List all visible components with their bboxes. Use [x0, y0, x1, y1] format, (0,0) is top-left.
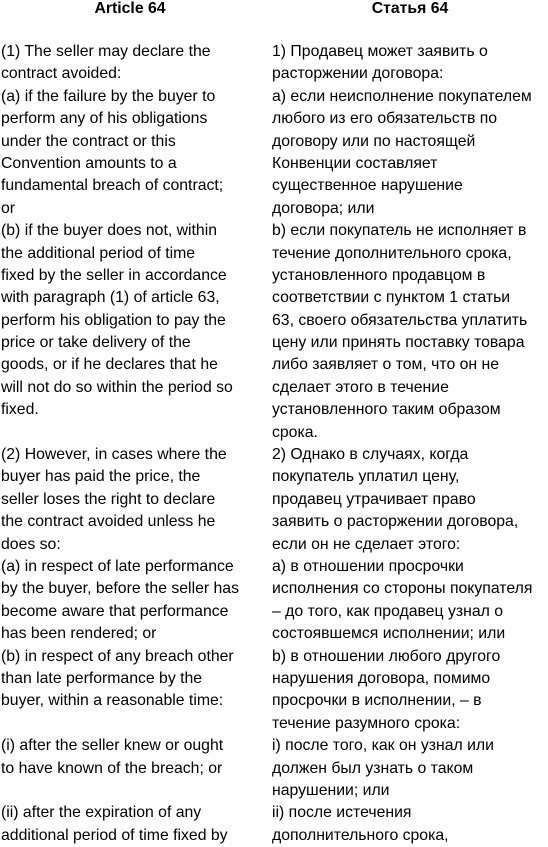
text-line: а) если неисполнение покупателем: [272, 87, 532, 105]
text-line: сделает этого в течение: [272, 378, 449, 396]
russian-heading: Статья 64: [371, 0, 449, 17]
text-line: than late performance by the: [1, 669, 203, 687]
english-heading: Article 64: [94, 0, 166, 17]
text-line: (ii) after the expiration of any: [1, 804, 202, 822]
russian-column: [272, 0, 548, 847]
paragraph-gap: [1, 713, 259, 735]
text-line: состоявшемся исполнении; или: [272, 625, 506, 643]
text-line: покупатель уплатил цену,: [272, 468, 460, 486]
text-line: with paragraph (1) of article 63,: [1, 289, 220, 307]
text-line: seller loses the right to declare: [1, 490, 216, 508]
text-line: under the contract or this: [1, 132, 176, 150]
text-line: has been rendered; or: [1, 625, 157, 643]
text-line: ii) после истечения: [272, 804, 412, 822]
english-text: [1, 41, 259, 847]
text-line: (b) if the buyer does not, within: [1, 222, 218, 240]
text-line: расторжении договора:: [272, 65, 444, 83]
russian-text: [272, 41, 548, 847]
text-line: продавец утрачивает право: [272, 490, 476, 508]
text-line: нарушения договора, помимо: [272, 669, 491, 687]
text-line: 2) Однако в случаях, когда: [272, 446, 469, 464]
text-line: b) в отношении любого другого: [272, 647, 501, 665]
text-line: либо заявляет о том, что он не: [272, 356, 500, 374]
text-line: договора; или: [272, 199, 375, 217]
text-line: i) после того, как он узнал или: [272, 737, 494, 755]
text-line: b) если покупатель не исполняет в: [272, 222, 527, 240]
text-line: Конвенции составляет: [272, 154, 438, 172]
text-line: просрочки в исполнении, – в: [272, 692, 482, 710]
text-line: by the buyer, before the seller has: [1, 580, 239, 598]
text-line: дополнительного срока,: [272, 826, 449, 844]
text-line: perform his obligation to pay the: [1, 311, 226, 329]
text-line: 1) Продавец может заявить о: [272, 43, 488, 60]
text-line: если он не сделает этого:: [272, 535, 461, 553]
text-line: течение дополнительного срока,: [272, 244, 512, 262]
text-line: течение разумного срока:: [272, 714, 461, 732]
english-column: [1, 0, 259, 847]
text-line: buyer has paid the price, the: [1, 468, 201, 486]
text-line: fixed.: [1, 401, 39, 419]
text-line: – до того, как продавец узнал о: [272, 602, 503, 620]
text-line: does so:: [1, 535, 61, 553]
text-line: Convention amounts to a: [1, 154, 177, 172]
text-line: fundamental breach of contract;: [1, 177, 224, 195]
text-line: (a) in respect of late performance: [1, 557, 234, 575]
text-line: исполнения со стороны покупателя: [272, 580, 533, 598]
paragraph-gap: [1, 422, 259, 444]
text-line: срока.: [272, 423, 318, 441]
text-line: любого из его обязательств по: [272, 110, 498, 128]
text-line: buyer, within a reasonable time:: [1, 692, 224, 710]
text-line: price or take delivery of the: [1, 334, 191, 352]
text-line: to have known of the breach; or: [1, 759, 223, 777]
text-line: существенное нарушение: [272, 177, 463, 195]
text-line: become aware that performance: [1, 602, 229, 620]
text-line: or: [1, 199, 16, 217]
text-line: (2) However, in cases where the: [1, 446, 227, 464]
text-line: contract avoided:: [1, 65, 122, 83]
text-line: установленного продавцом в: [272, 266, 486, 284]
text-line: will not do so within the period so: [1, 378, 233, 396]
text-line: additional period of time fixed by: [1, 826, 228, 844]
text-line: fixed by the seller in accordance: [1, 266, 227, 284]
text-line: установленного таким образом: [272, 401, 501, 419]
text-line: заявить о расторжении договора,: [272, 513, 519, 531]
text-line: (i) after the seller knew or ought: [1, 737, 224, 755]
text-line: а) в отношении просрочки: [272, 557, 464, 575]
text-line: нарушении; или: [272, 781, 390, 799]
text-line: the contract avoided unless he: [1, 513, 216, 531]
text-line: цену или принять поставку товара: [272, 334, 525, 352]
text-line: 63, своего обязательства уплатить: [272, 311, 528, 329]
text-line: договору или по настоящей: [272, 132, 476, 150]
paragraph-gap: [1, 780, 259, 802]
text-line: the additional period of time: [1, 244, 196, 262]
text-line: goods, or if he declares that he: [1, 356, 218, 374]
text-line: (1) The seller may declare the: [1, 43, 211, 60]
text-line: perform any of his obligations: [1, 110, 208, 128]
text-line: (b) in respect of any breach other: [1, 647, 234, 665]
text-line: соответствии с пунктом 1 статьи: [272, 289, 511, 307]
text-line: (a) if the failure by the buyer to: [1, 87, 216, 105]
text-line: должен был узнать о таком: [272, 759, 474, 777]
